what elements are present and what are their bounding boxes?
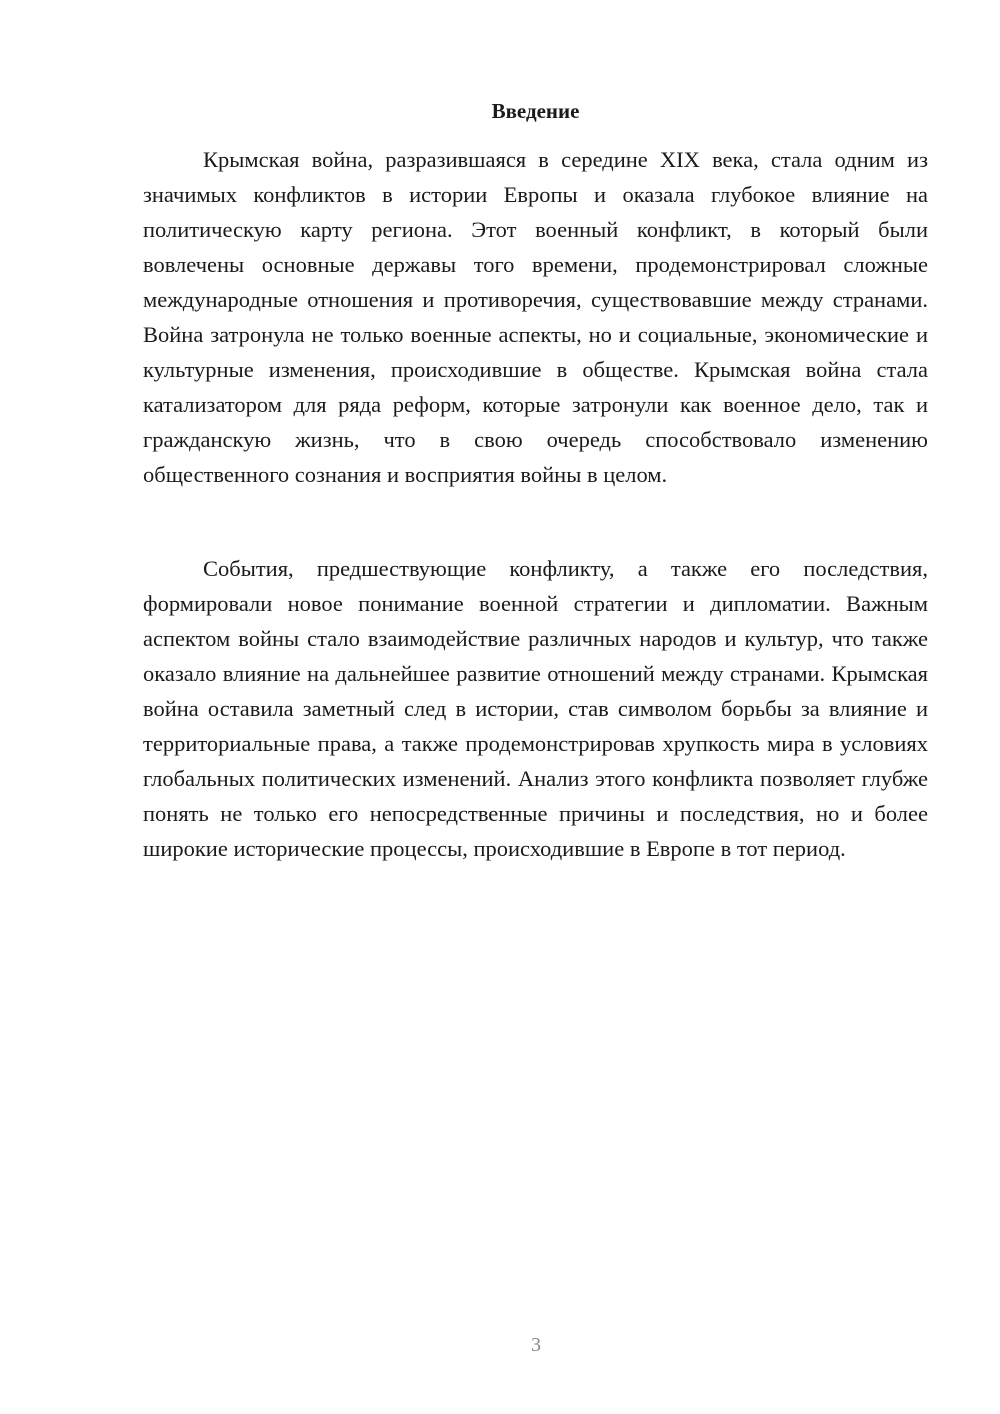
paragraph-1: Крымская война, разразившаяся в середине XIX века, стала одним из значимых конфликтов в истории Европы и оказала глубокое влияние на политическую карту региона. Этот военный конфликт, в который были вовлечены основные державы того времени, продемонстрировал сложные международные отношения и противоречия, существовавшие между странами. Война затронула не только военные аспекты, но и социальные, экономические и культурные изменения, происходившие в обществе. Крымская война стала катализатором для ряда реформ, которые затронули как военное дело, так и гражданскую жизнь, что в свою очередь способствовало изменению общественного сознания и восприятия войны в целом. [143, 147, 928, 487]
paragraph-2: События, предшествующие конфликту, а также его последствия, формировали новое понимание военной стратегии и дипломатии. Важным аспектом войны стало взаимодействие различных народов и культур, что также оказало влияние на дальнейшее развитие отношений между странами. Крымская война оставила заметный след в истории, став символом борьбы за влияние и территориальные права, а также продемонстрировав хрупкость мира в условиях глобальных политических изменений. Анализ этого конфликта позволяет глубже понять не только его непосредственные причины и последствия, но и более широкие исторические процессы, происходившие в Европе в тот период. [143, 556, 928, 861]
page-number: 3 [531, 1334, 541, 1356]
section-title: Введение [491, 99, 580, 123]
